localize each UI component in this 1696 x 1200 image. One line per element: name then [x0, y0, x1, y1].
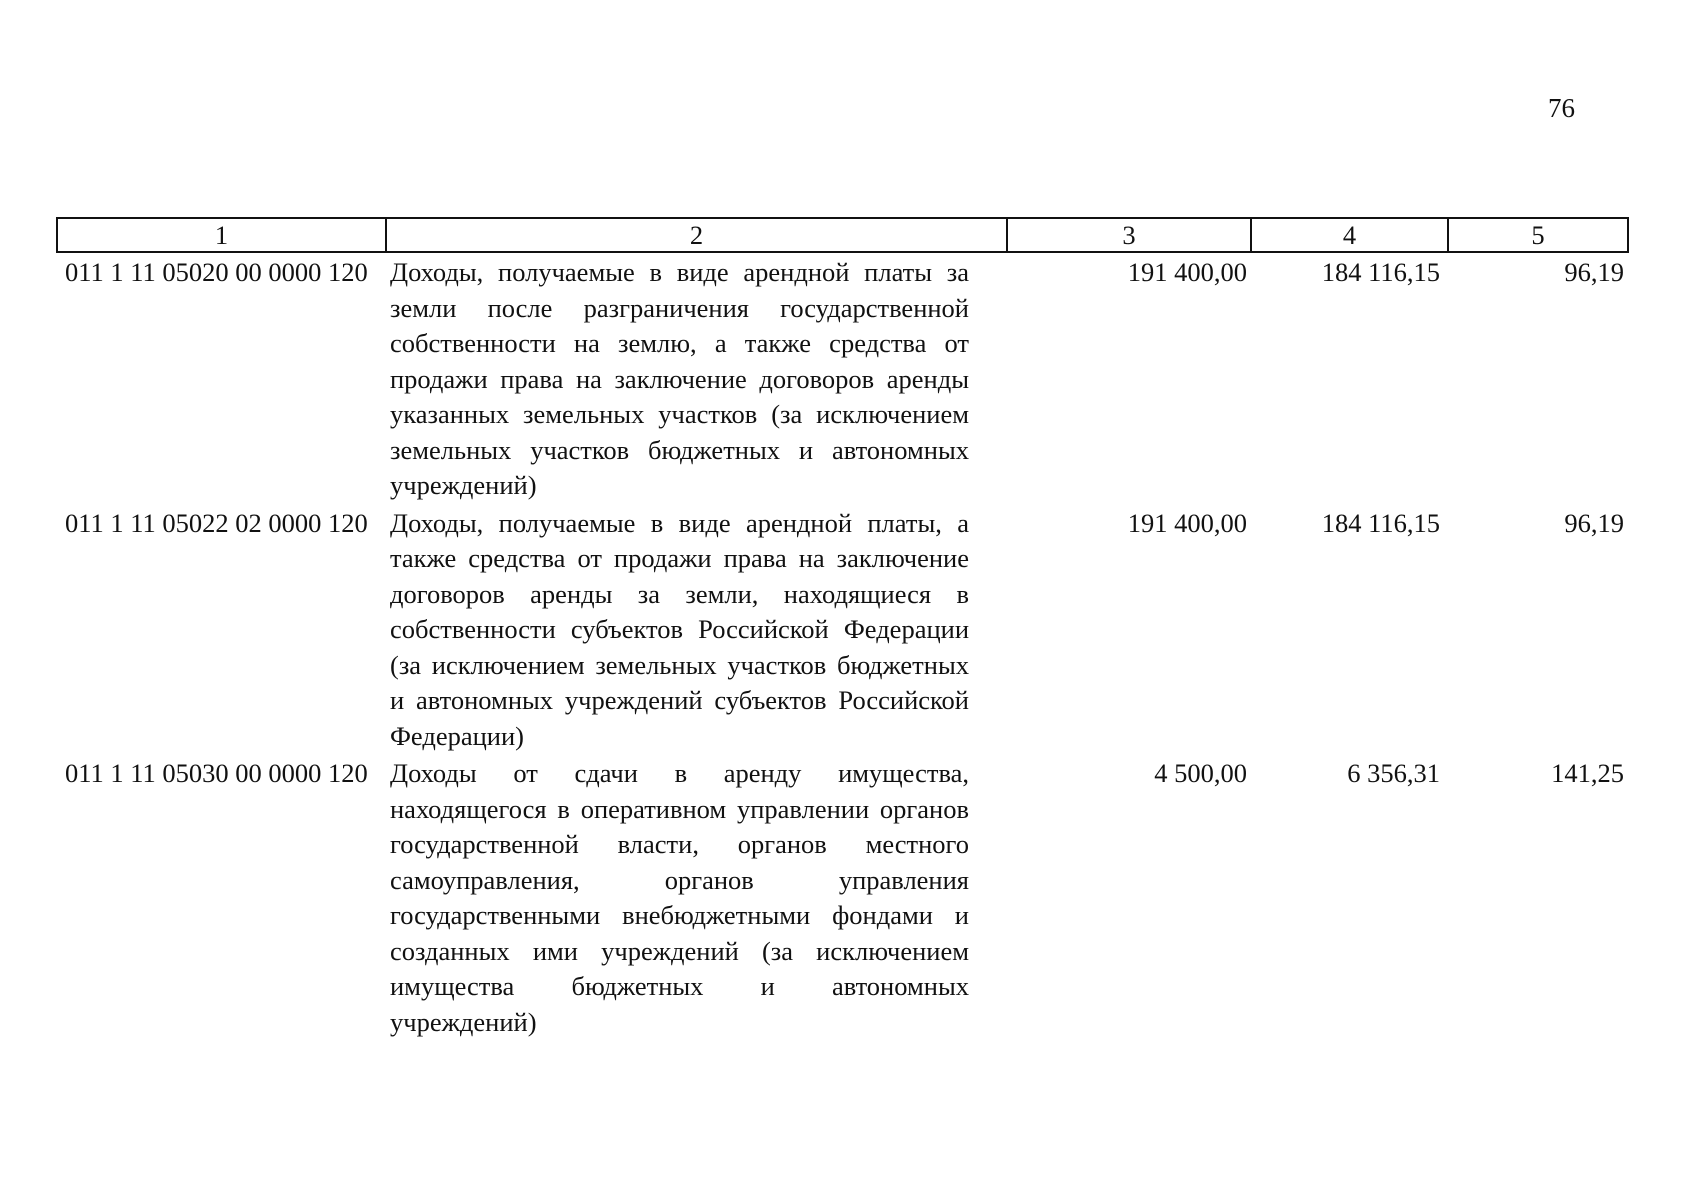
execution-percent: 141,25 [1551, 758, 1624, 788]
budget-code: 011 1 11 05030 00 0000 120 [65, 758, 368, 788]
column-header-1: 1 [57, 218, 386, 252]
column-header-3: 3 [1007, 218, 1251, 252]
header-row [57, 218, 1628, 252]
income-description: Доходы, получаемые в виде арендной платы за земли после разграничения государственной собственности на землю, а также средства от продажи права на заключение договоров аренды указанных земельных участков (за исключением земельных участков бюджетных и автономных учреждений) [390, 257, 969, 500]
budget-code: 011 1 11 05020 00 0000 120 [65, 257, 368, 287]
budget-table [56, 217, 1629, 1040]
table-row [57, 252, 1628, 504]
table-row [57, 754, 1628, 1040]
planned-amount: 191 400,00 [1127, 257, 1247, 287]
planned-amount: 191 400,00 [1127, 507, 1247, 538]
actual-amount: 184 116,15 [1321, 257, 1440, 287]
column-header-5: 5 [1448, 218, 1628, 252]
column-header-4: 4 [1251, 218, 1448, 252]
planned-amount: 4 500,00 [1154, 758, 1247, 788]
column-header-2: 2 [386, 218, 1007, 252]
actual-amount: 184 116,15 [1321, 507, 1440, 538]
income-description: Доходы от сдачи в аренду имущества, находящегося в оперативном управлении органов государственной власти, органов местного самоуправления, органов управления государственными внебюджетными фондами и созданных ими учреждений (за исключением имущества бюджетных и автономных учреждений) [390, 758, 969, 1037]
table-body [57, 252, 1628, 1040]
page-number: 76 [1548, 93, 1575, 123]
actual-amount: 6 356,31 [1347, 758, 1440, 788]
execution-percent: 96,19 [1564, 507, 1624, 538]
table-row [57, 504, 1628, 755]
budget-code: 011 1 11 05022 02 0000 120 [65, 507, 368, 538]
income-description: Доходы, получаемые в виде арендной платы, а также средства от продажи права на заключение договоров аренды за земли, находящиеся в собственности субъектов Российской Федерации (за исключением земельных участков бюджетных и автономных учреждений субъектов Российской Федерации) [390, 507, 969, 751]
execution-percent: 96,19 [1564, 257, 1624, 287]
table-header [57, 218, 1628, 252]
